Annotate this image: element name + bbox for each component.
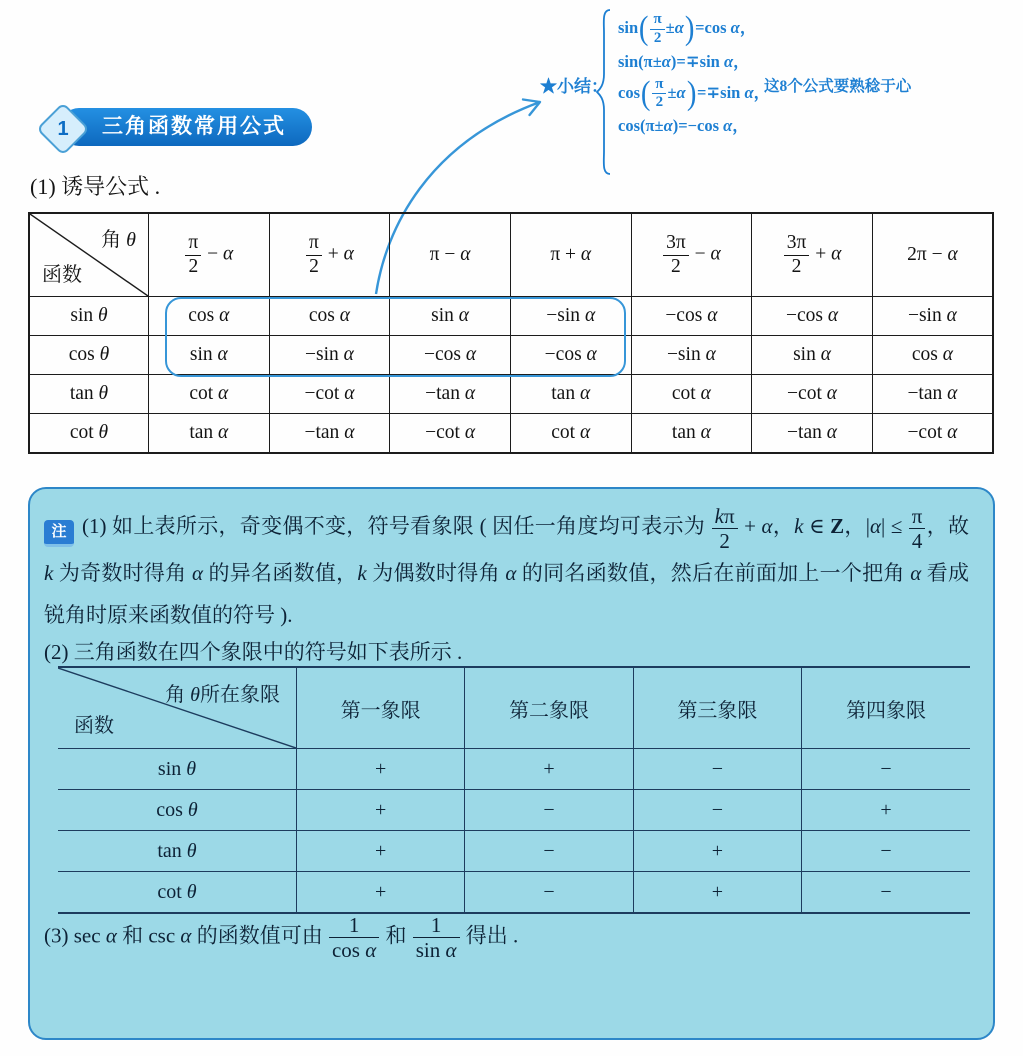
column-header: $\frac{3\pi}{2}$ + α — [752, 213, 873, 297]
table-row — [29, 297, 993, 336]
table-cell: tan α — [631, 414, 752, 454]
table-row — [58, 790, 970, 831]
table-row — [58, 831, 970, 872]
note-paragraph-2: (2) 三角函数在四个象限中的符号如下表所示 . — [44, 640, 463, 665]
table-cell: −sin α — [872, 297, 993, 336]
note-paragraph-3: (3) sec α 和 csc α 的函数值可由 $\frac{1}{\text{cos α}}$ 和 $\frac{1}{\text{sin α}}$ 得出 . — [44, 913, 519, 963]
badge-number: 1 — [57, 117, 69, 140]
table-cell: −cos α — [631, 297, 752, 336]
formula-line: sin(π±α)=∓sin α， — [618, 51, 750, 71]
column-header: $\frac{\pi}{2}$ − α — [149, 213, 270, 297]
column-header: $\frac{3\pi}{2}$ − α — [631, 213, 752, 297]
table-cell: − — [802, 749, 970, 790]
formula-line: sin( $\frac{\pi}{2}$ ±α)=cos α， — [618, 10, 757, 48]
row-label: tan θ — [29, 375, 149, 414]
table-cell: −cos α — [752, 297, 873, 336]
column-header: 第一象限 — [297, 667, 465, 749]
summary-formulas — [618, 6, 770, 141]
section-badge — [44, 108, 312, 150]
table-cell: − — [802, 872, 970, 914]
table-cell: −tan α — [269, 414, 390, 454]
table-cell: + — [297, 872, 465, 914]
table-row — [58, 749, 970, 790]
note-icon: 注 — [44, 520, 74, 547]
note-paragraph-1 — [44, 505, 969, 636]
table-cell: cos α — [149, 297, 270, 336]
table-cell: + — [297, 831, 465, 872]
table-header-row — [29, 213, 993, 297]
handwritten-summary — [540, 6, 1016, 178]
table-cell: − — [465, 790, 633, 831]
table-cell: − — [633, 790, 801, 831]
summary-label: ★小结： — [540, 77, 608, 96]
table-cell: + — [297, 790, 465, 831]
table-cell: − — [802, 831, 970, 872]
table-cell: −cot α — [872, 414, 993, 454]
corner-cell — [58, 667, 297, 749]
summary-annotation: 这8个公式要熟稔于心 — [764, 78, 912, 95]
induction-formula-table — [28, 212, 994, 454]
row-label: sin θ — [58, 749, 297, 790]
table-cell: tan α — [510, 375, 631, 414]
table-cell: −cos α — [390, 336, 511, 375]
table-cell: sin α — [149, 336, 270, 375]
table-cell: −sin α — [269, 336, 390, 375]
table-cell: + — [633, 831, 801, 872]
table-cell: −cot α — [752, 375, 873, 414]
corner-label-function: 函数 — [42, 264, 82, 286]
table-cell: −cot α — [390, 414, 511, 454]
formula-line: cos( $\frac{\pi}{2}$ ±α)=∓sin α， — [618, 74, 771, 112]
quadrant-sign-table — [58, 666, 970, 914]
column-header: 第二象限 — [465, 667, 633, 749]
table-row — [29, 414, 993, 454]
column-header: 2π − α — [872, 213, 993, 297]
table-cell: −tan α — [390, 375, 511, 414]
corner-cell — [29, 213, 149, 297]
column-header: π + α — [510, 213, 631, 297]
table-cell: + — [297, 749, 465, 790]
column-header: $\frac{\pi}{2}$ + α — [269, 213, 390, 297]
table-cell: −sin α — [510, 297, 631, 336]
column-header: 第四象限 — [802, 667, 970, 749]
table-cell: cos α — [269, 297, 390, 336]
column-header: π − α — [390, 213, 511, 297]
note-box — [28, 487, 995, 1040]
row-label: cos θ — [58, 790, 297, 831]
section-title: 三角函数常用公式 — [60, 108, 312, 146]
curly-brace-icon — [596, 8, 612, 176]
row-label: sin θ — [29, 297, 149, 336]
table-cell: −tan α — [872, 375, 993, 414]
table-cell: + — [802, 790, 970, 831]
table-row — [58, 872, 970, 914]
table-cell: cot α — [510, 414, 631, 454]
column-header: 第三象限 — [633, 667, 801, 749]
table-cell: cos α — [872, 336, 993, 375]
corner-label-angle: 角 θ — [101, 229, 136, 251]
table-row — [29, 336, 993, 375]
table-row — [29, 375, 993, 414]
table-cell: sin α — [390, 297, 511, 336]
row-label: cos θ — [29, 336, 149, 375]
table-cell: − — [633, 749, 801, 790]
table-cell: −tan α — [752, 414, 873, 454]
row-label: cot θ — [29, 414, 149, 454]
table-cell: − — [465, 872, 633, 914]
corner-label-function: 函数 — [74, 715, 114, 738]
table-cell: −cos α — [510, 336, 631, 375]
formula-line: cos(π±α)=−cos α， — [618, 116, 749, 136]
table-header-row — [58, 667, 970, 749]
table-cell: cot α — [149, 375, 270, 414]
row-label: tan θ — [58, 831, 297, 872]
table-cell: − — [465, 831, 633, 872]
table-cell: + — [633, 872, 801, 914]
table-cell: cot α — [631, 375, 752, 414]
table-cell: −cot α — [269, 375, 390, 414]
table-cell: tan α — [149, 414, 270, 454]
subsection-label: (1) 诱导公式 . — [30, 174, 161, 199]
table-cell: sin α — [752, 336, 873, 375]
row-label: cot θ — [58, 872, 297, 914]
note-text-1: (1) 如上表所示，奇变偶不变，符号看象限 ( 因任一角度均可表示为 $\frac{k\pi}{2}$ + α，k ∈ Z，|α| ≤ $\frac{\pi}{4}$ ，故 k 为奇数时得角 α 的异名函数值，k 为偶数时得角 α 的同名函数值，然后在前面加上一个把角 α 看成锐角时原来函数值的符号 ). — [44, 504, 970, 628]
corner-label-quadrant: 角 θ所在象限 — [165, 684, 280, 707]
table-cell: + — [465, 749, 633, 790]
table-cell: −sin α — [631, 336, 752, 375]
